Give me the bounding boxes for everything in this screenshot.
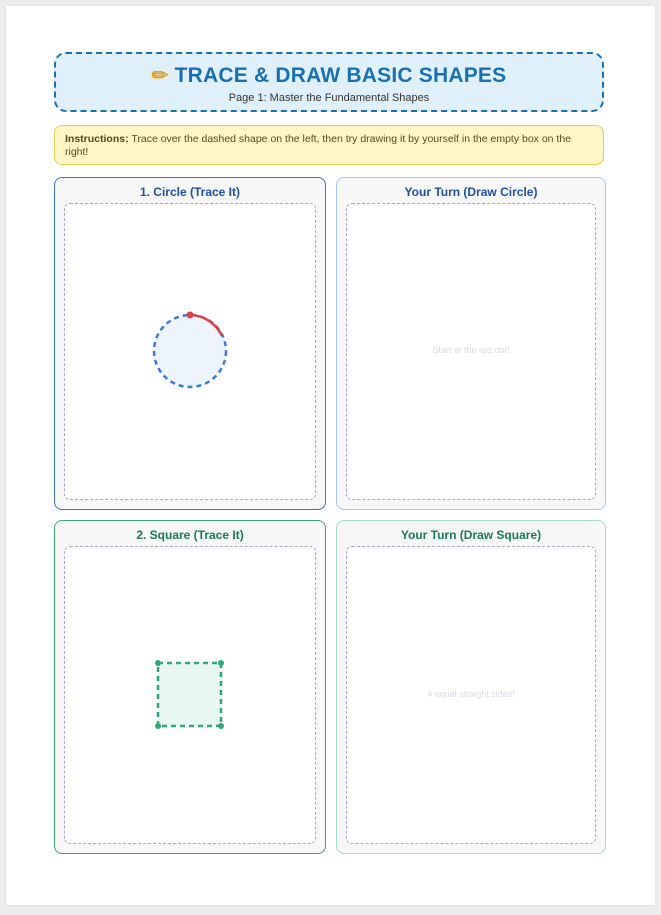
header-banner	[54, 52, 604, 112]
instructions-text: Trace over the dashed shape on the left, then try drawing it by yourself in the empty box on the right!	[65, 133, 572, 158]
page-title	[56, 63, 602, 88]
instructions-box	[54, 125, 604, 165]
circle-trace-area[interactable]	[64, 203, 316, 500]
page-title-text: TRACE & DRAW BASIC SHAPES	[174, 64, 507, 87]
square-trace-area[interactable]	[64, 546, 316, 844]
dashed-square	[158, 663, 221, 726]
pencil-icon: ✏	[151, 65, 169, 87]
worksheet-page	[6, 6, 655, 905]
square-trace-panel	[54, 520, 326, 854]
circle-draw-area[interactable]	[346, 203, 596, 500]
circle-trace-panel	[54, 177, 326, 510]
circle-trace-title: 1. Circle (Trace It)	[139, 185, 241, 199]
square-draw-panel	[336, 520, 606, 854]
start-dot	[187, 312, 194, 319]
circle-trace-shape	[65, 204, 315, 501]
square-draw-area[interactable]	[346, 546, 596, 844]
circle-draw-hint: Start at the red dot!	[432, 345, 510, 355]
square-trace-shape	[65, 547, 315, 845]
square-draw-hint: 4 equal straight sides!	[427, 689, 515, 699]
square-corner-dot	[155, 660, 161, 666]
square-trace-title: 2. Square (Trace It)	[136, 528, 244, 542]
circle-draw-title: Your Turn (Draw Circle)	[404, 185, 538, 199]
square-corner-dot	[218, 660, 224, 666]
square-corner-dot	[155, 723, 161, 729]
square-draw-title: Your Turn (Draw Square)	[400, 528, 542, 542]
instructions-label: Instructions:	[65, 133, 129, 145]
page-subtitle: Page 1: Master the Fundamental Shapes	[228, 92, 430, 104]
circle-draw-panel	[336, 177, 606, 510]
square-corner-dot	[218, 723, 224, 729]
